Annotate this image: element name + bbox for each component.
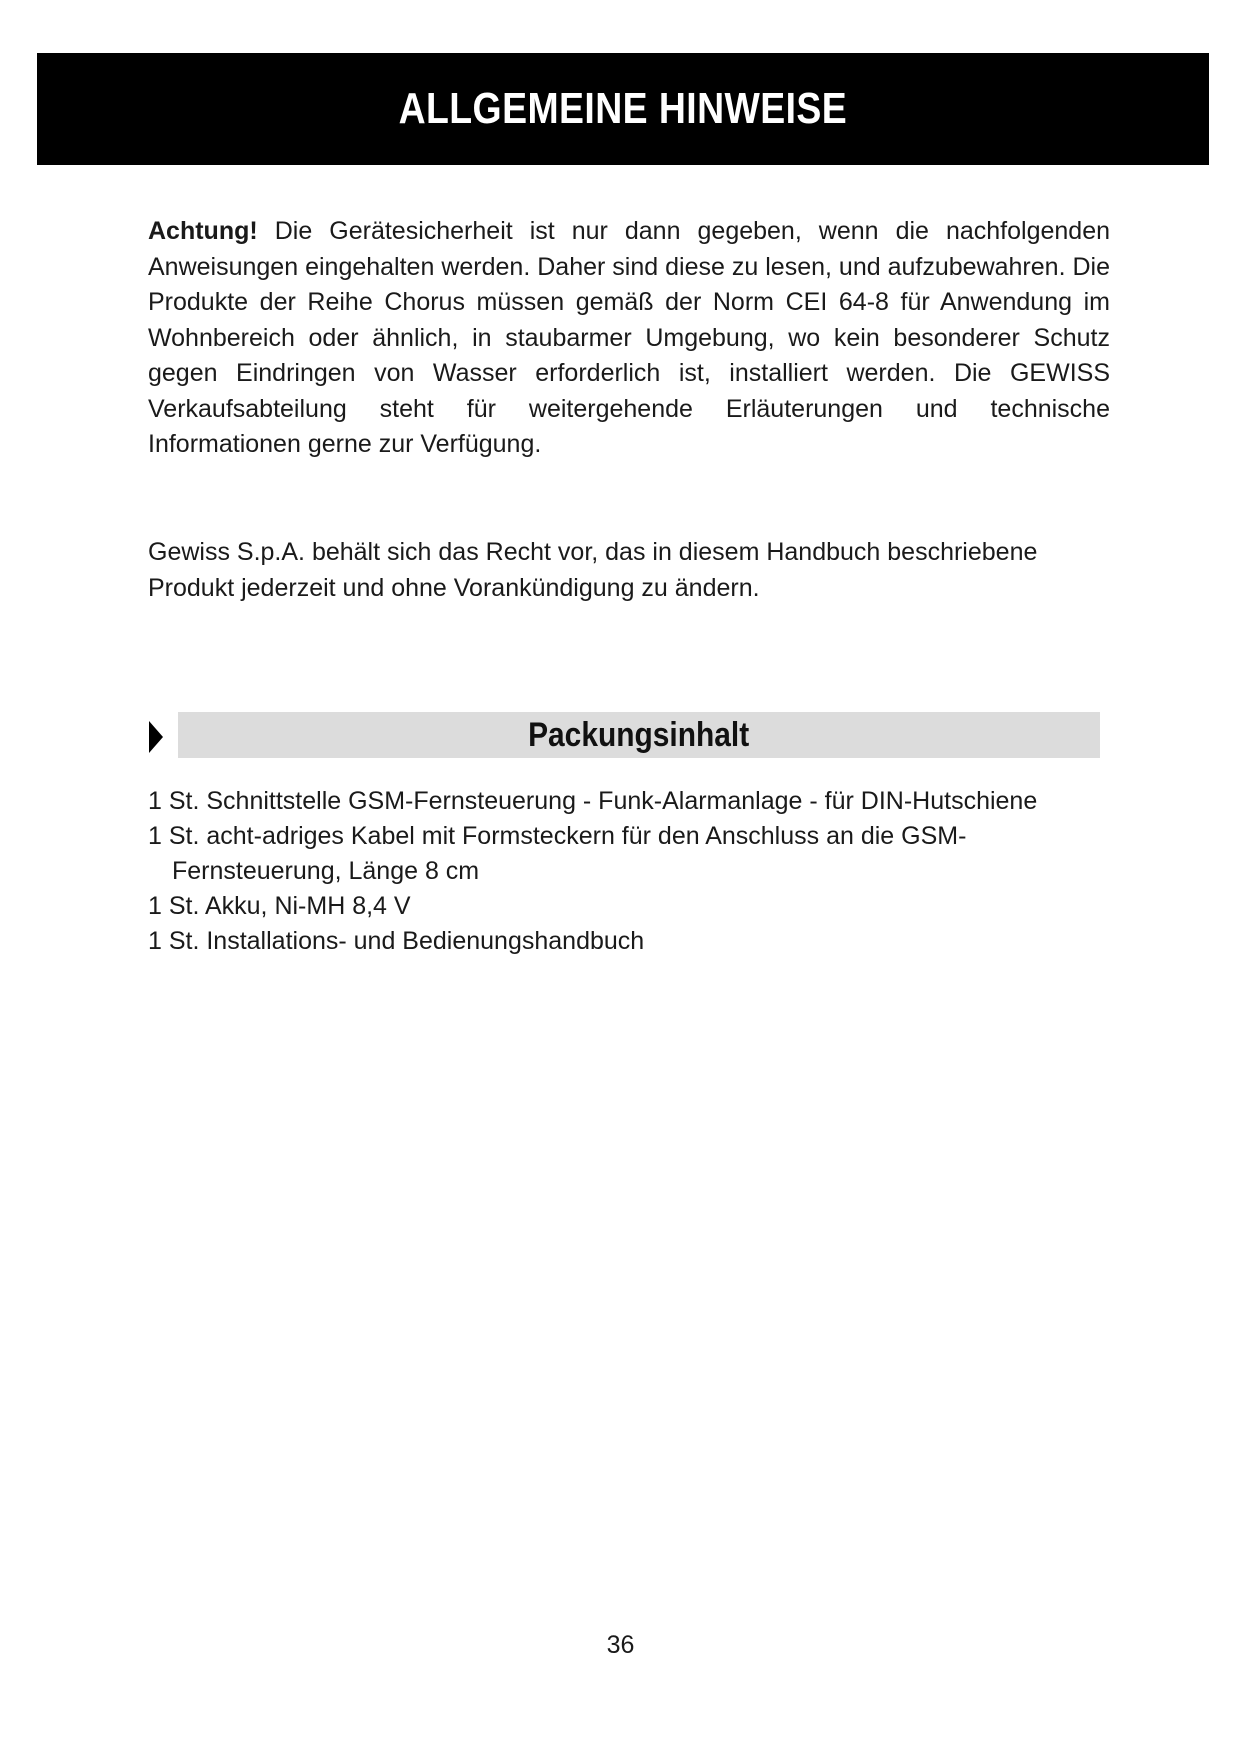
warning-label: Achtung! (148, 217, 258, 245)
section-header-package (148, 712, 1100, 760)
package-contents-list (148, 784, 1128, 959)
warning-paragraph (148, 214, 1110, 463)
list-item: 1 St. Akku, Ni-MH 8,4 V (148, 892, 411, 920)
page-number: 36 (606, 1631, 635, 1659)
page-title: ALLGEMEINE HINWEISE (398, 84, 848, 133)
list-item: 1 St. Installations- und Bedienungshandbuch (148, 927, 645, 955)
triangle-right-icon (149, 721, 163, 753)
page-header (37, 53, 1209, 165)
section-title-bar (178, 712, 1100, 758)
section-title: Packungsinhalt (528, 715, 750, 754)
list-item: 1 St. acht-adriges Kabel mit Formsteckern für den Anschluss an die GSM-Fernsteuerung, Länge 8 cm (148, 822, 967, 885)
disclaimer-paragraph: Gewiss S.p.A. behält sich das Recht vor, das in diesem Handbuch beschriebene Produkt jederzeit und ohne Vorankündigung zu ändern. (148, 538, 1038, 602)
warning-text: Die Gerätesicherheit ist nur dann gegeben, wenn die nachfolgenden Anweisungen eingehalten werden. Daher sind diese zu lesen, und aufzubewahren. Die Produkte der Reihe Chorus müssen gemäß der Norm CEI 64-8 für Anwendung im Wohnbereich oder ähnlich, in staubarmer Umgebung, wo kein besonderer Schutz gegen Eindringen von Wasser erforderlich ist, installiert werden. Die GEWISS Verkaufsabteilung steht für weitergehende Erläuterungen und technische Informationen gerne zur Verfügung. (148, 217, 1111, 458)
list-item: 1 St. Schnittstelle GSM-Fernsteuerung - Funk-Alarmanlage - für DIN-Hutschiene (148, 787, 1038, 815)
